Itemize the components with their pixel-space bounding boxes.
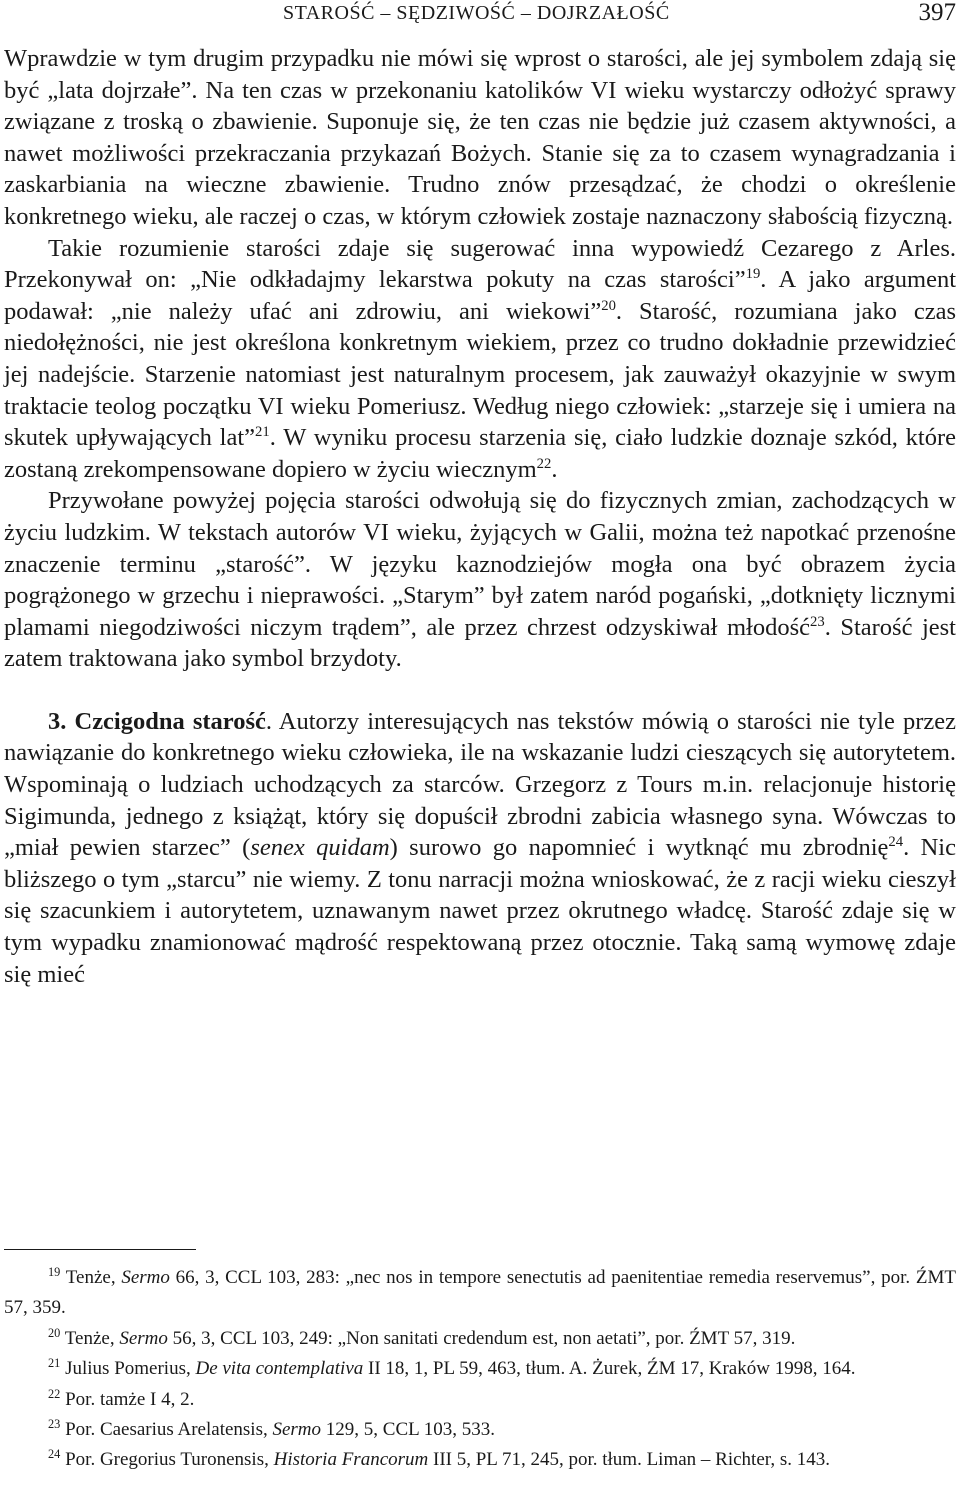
footnote (4, 1263, 956, 1324)
paragraph-text: Wprawdzie w tym drugim przypadku nie mówi się wprost o starości, ale jej symbolem zdają się być „lata dojrzałe”. Na ten czas w przekonaniu katolików VI wieku wystarczy odłożyć sprawy związane z troską o zbawienie. Suponuje się, że ten czas nie będzie już czasem aktywności, a nawet możliwości przekraczania przykazań Bożych. Stanie się za to czasem wynagradzania i zaskarbiania na wieczne zbawienie. Trudno znów przesądzać, że chodzi o określenie konkretnego wieku, ale raczej o czas, w którym człowiek zostaje naznaczony słabością fizyczną. (4, 45, 956, 230)
footnote-text: 56, 3, CCL 103, 249: „Non sanitati credendum est, non aetati”, por. ŹMT 57, 319. (167, 1327, 796, 1349)
footnote-ref[interactable]: 23 (810, 613, 825, 630)
paragraph-text: Takie rozumienie starości zdaje się sugerować inna wypowiedź Cezarego z Arles. Przekonywał on: „Nie odkładajmy lekarstwa pokuty na czas starości” (4, 234, 956, 294)
footnotes (4, 1263, 956, 1476)
footnote-ref[interactable]: 20 (601, 297, 616, 314)
footnote-title: Historia Francorum (273, 1449, 429, 1471)
footnote (4, 1415, 956, 1445)
main-text (4, 43, 956, 990)
paragraph (4, 233, 956, 486)
footnote-text: Julius Pomerius, (60, 1358, 196, 1380)
footnote-ref[interactable]: 24 (888, 834, 904, 851)
footnote (4, 1354, 956, 1384)
page-number: 397 (918, 0, 956, 26)
paragraph-text: Przywołane powyżej pojęcia starości odwołują się do fizycznych zmian, zachodzących w życiu ludzkim. W tekstach autorów VI wieku, żyjących w Galii, można też napotkać przenośne znaczenie terminu „starość”. W języku kaznodziejów mogła ona być obrazem życia pogrążonego w grzechu i nieprawości. „Starym” był zatem naród pogański, „dotknięty licznymi plamami niegodziwości niczym trądem”, ale przez chrzest odzyskiwał młodość (4, 487, 956, 641)
footnote-title: Sermo (272, 1419, 322, 1441)
paragraph-text: . Nic bliższego o tym „starcu” nie wiemy. Z tonu narracji można wnioskować, że z racji wieku cieszył się szacunkiem i autorytetem, uznawanym nawet przez okrutnego władcę. Starość zdaje się w tym wypadku znamionować mądrość respektowaną przez otocznie. Taką samą wymowę zdaje się mieć (4, 834, 956, 988)
section-heading: 3. Czcigodna starość (48, 707, 266, 735)
page-header (0, 0, 960, 36)
footnote (4, 1324, 956, 1354)
paragraph-text: . Starość jest zatem traktowana jako symbol brzydoty. (4, 613, 956, 673)
footnote-divider (4, 1249, 196, 1250)
paragraph (4, 43, 956, 233)
footnote-title: De vita contemplativa (195, 1358, 364, 1380)
paragraph-text: ) surowo go napomnieć i wytknąć mu zbrodnię (389, 834, 889, 862)
paragraph-text: . W wyniku procesu starzenia się, ciało ludzkie doznaje szkód, które zostaną zrekompensowane dopiero w życiu wiecznym (4, 424, 956, 483)
footnote-ref[interactable]: 21 (255, 424, 270, 441)
paragraph-text: . Autorzy interesujących nas tekstów mówią o starości nie tyle przez nawiązanie do konkretnego wieku człowieka, ile na wskazanie ludzi cieszących się autorytetem. Wspominają o ludziach uchodzących za starców. Grzegorz z Tours m.in. relacjonuje historię Sigimunda, jednego z książąt, który się dopuścił zbrodni zabicia własnego syna. Wówczas to „miał pewien starzec” ( (4, 707, 956, 862)
paragraph (4, 485, 956, 675)
footnote-ref[interactable]: 19 (745, 266, 761, 283)
footnote-number: 21 (48, 1356, 61, 1371)
footnote-text: 129, 5, CCL 103, 533. (321, 1419, 496, 1441)
footnote-ref[interactable]: 22 (536, 455, 552, 472)
latin-phrase: senex quidam (250, 834, 390, 862)
footnote-text: III 5, PL 71, 245, por. tłum. Liman – Richter, s. 143. (428, 1449, 830, 1471)
running-head: STAROŚĆ – SĘDZIWOŚĆ – DOJRZAŁOŚĆ (283, 2, 670, 24)
footnote (4, 1385, 956, 1415)
footnote-text: Por. Caesarius Arelatensis, (60, 1419, 273, 1441)
footnote-text: 66, 3, CCL 103, 283: „nec nos in tempore senectutis ad paenitentiae remedia reservemus”, por. ŹMT 57, 359. (4, 1267, 956, 1319)
footnote-number: 19 (48, 1265, 61, 1280)
footnote-text: Por. Gregorius Turonensis, (60, 1449, 274, 1471)
footnote (4, 1445, 956, 1475)
paragraph-text: . (551, 455, 558, 483)
paragraph-text: . A jako argument podawał: „nie należy ufać ani zdrowiu, ani wiekowi” (4, 266, 957, 325)
footnote-text: Tenże, (60, 1267, 122, 1288)
footnote-number: 23 (48, 1417, 61, 1432)
footnote-title: Sermo (121, 1267, 170, 1288)
footnote-text: II 18, 1, PL 59, 463, tłum. A. Żurek, ŹM 17, Kraków 1998, 164. (363, 1358, 856, 1380)
footnote-text: Tenże, (60, 1327, 120, 1349)
footnote-number: 24 (48, 1447, 61, 1462)
footnote-number: 22 (48, 1386, 61, 1401)
section-paragraph (4, 706, 956, 990)
footnote-title: Sermo (119, 1327, 168, 1349)
paragraph-text: . Starość, rozumiana jako czas niedołężności, nie jest określona konkretnym wiekiem, przez co trudno dokładnie przewidzieć jej nadejście. Starzenie natomiast jest naturalnym procesem, jak zauważył okazyjnie w swym traktacie teolog początku VI wieku Pomeriusz. Według niego człowiek: „starzeje się i umiera na skutek upływających lat” (4, 297, 957, 452)
footnote-text: Por. tamże I 4, 2. (60, 1388, 195, 1410)
footnote-number: 20 (48, 1326, 61, 1341)
